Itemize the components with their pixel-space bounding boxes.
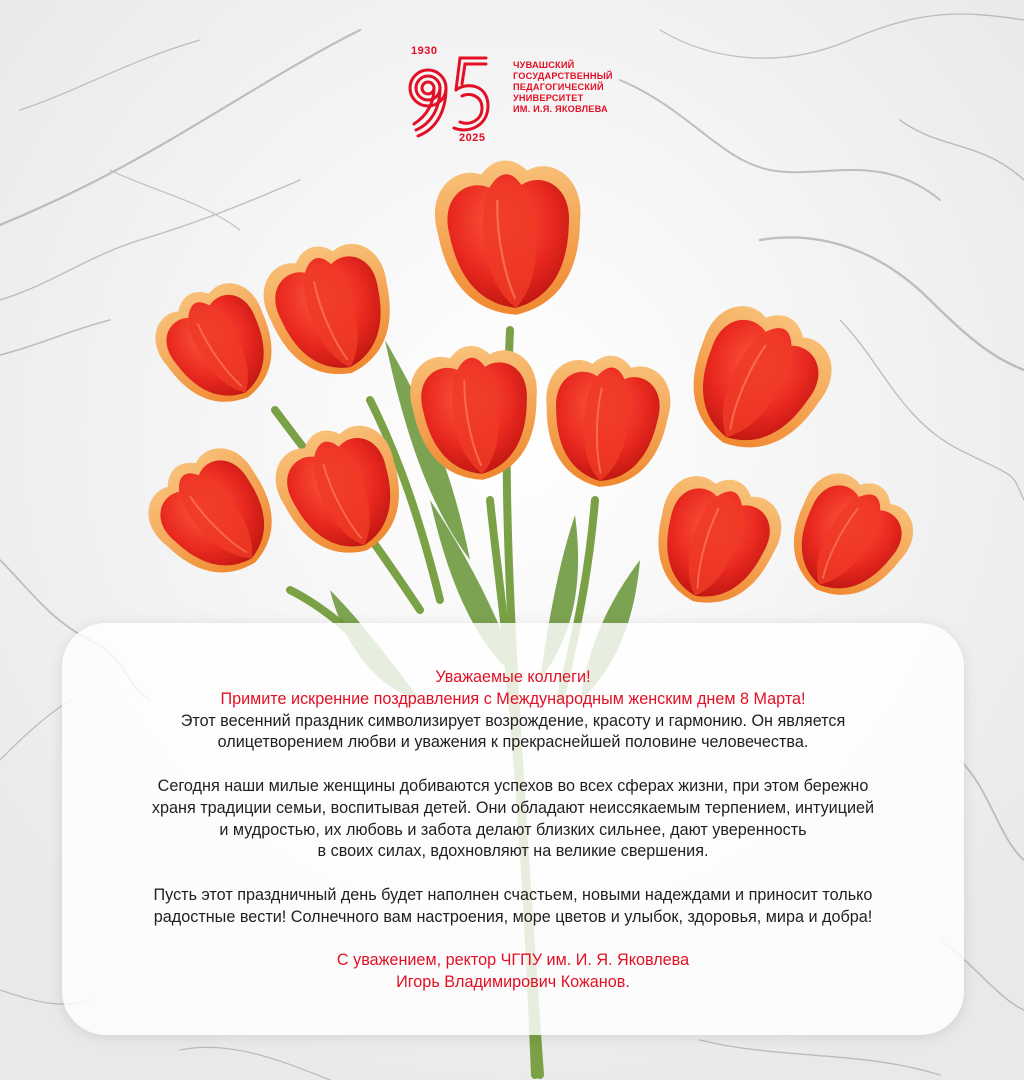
paragraph-line: Этот весенний праздник символизирует возрождение, красоту и гармонию. Он является — [180, 711, 846, 730]
paragraph-spacer — [62, 929, 964, 951]
logo-year-end: 2025 — [459, 132, 486, 144]
headline: Примите искренние поздравления с Международным женским днем 8 Марта! — [220, 689, 806, 708]
paragraph-line: олицетворением любви и уважения к прекраснейшей половине человечества. — [217, 733, 809, 752]
paragraph-line: радостные вести! Солнечного вам настроения, море цветов и улыбок, здоровья, мира и добра! — [153, 907, 873, 926]
paragraph-line: храня традиции семьи, воспитывая детей. Они обладают неиссякаемым терпением, интуицией — [151, 798, 875, 817]
university-name-line: ИМ. И.Я. ЯКОВЛЕВА — [513, 104, 608, 114]
university-name-line: ПЕДАГОГИЧЕСКИЙ — [513, 82, 604, 92]
university-name-line: УНИВЕРСИТЕТ — [513, 93, 584, 103]
paragraph-spacer — [62, 863, 964, 885]
university-name-line: ГОСУДАРСТВЕННЫЙ — [513, 71, 613, 81]
paragraph-line: и мудростью, их любовь и забота делают близких сильнее, дают уверенность — [219, 820, 807, 839]
salutation: Уважаемые коллеги! — [435, 668, 591, 686]
paragraph-line: в своих силах, вдохновляют на великие свершения. — [317, 842, 709, 861]
logo-year-start: 1930 — [411, 45, 438, 57]
paragraph-spacer — [62, 754, 964, 776]
greeting-text — [62, 667, 964, 994]
signature-line: Игорь Владимирович Кожанов. — [396, 973, 630, 992]
paragraph-line: Пусть этот праздничный день будет наполнен счастьем, новыми надеждами и приносит только — [153, 885, 873, 904]
university-name-line: ЧУВАШСКИЙ — [513, 60, 575, 70]
paragraph-line: Сегодня наши милые женщины добиваются успехов во всех сферах жизни, при этом бережно — [157, 776, 869, 795]
signature-line: С уважением, ректор ЧГПУ им. И. Я. Яковлева — [336, 951, 690, 970]
